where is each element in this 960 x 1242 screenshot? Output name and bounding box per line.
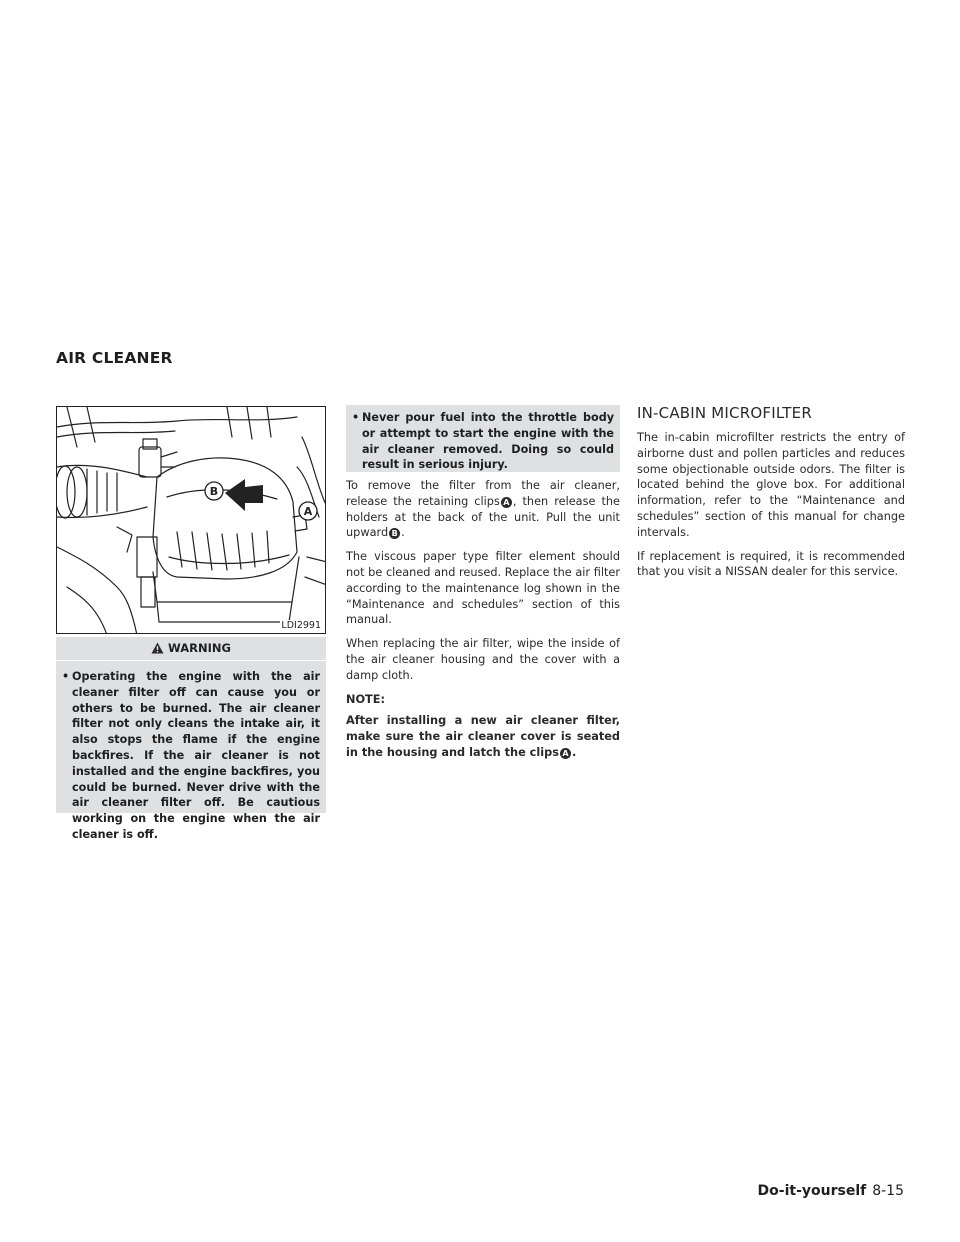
warning-heading-text: WARNING xyxy=(168,641,231,655)
microfilter-section xyxy=(637,404,905,588)
bullet-marker: • xyxy=(352,411,360,424)
note-text: After installing a new air cleaner filter, make sure the air cleaner cover is seated in the housing and latch the clips xyxy=(346,714,620,759)
warning-box xyxy=(56,637,326,841)
warning-bullet-1 xyxy=(56,660,326,843)
callout-a-inline: A xyxy=(501,497,512,508)
callout-a-label: A xyxy=(303,505,313,518)
chapter-name: Do-it-yourself xyxy=(757,1183,867,1199)
microfilter-paragraph-2: If replacement is required, it is recommended that you visit a NISSAN dealer for this service. xyxy=(637,549,905,579)
page-footer xyxy=(758,1183,904,1199)
bullet-marker: • xyxy=(62,670,70,683)
callout-a-inline: A xyxy=(560,748,571,759)
page-number: 8-15 xyxy=(872,1183,904,1199)
callout-b-inline: B xyxy=(389,528,400,539)
warning-triangle-icon xyxy=(151,642,164,654)
note-paragraph xyxy=(346,713,620,760)
microfilter-heading: IN-CABIN MICROFILTER xyxy=(637,404,812,422)
figure-code: LDI2991 xyxy=(281,620,321,631)
note-label: NOTE: xyxy=(346,692,385,706)
microfilter-paragraph-1: The in-cabin microfilter restricts the entry of airborne dust and pollen particles and reduces some objectionable outside odors. The filter is located behind the glove box. For additional information, refer to the “Maintenance and schedules” section of this manual for change intervals. xyxy=(637,431,905,539)
warning-bullet-2-text: Never pour fuel into the throttle body or attempt to start the engine with the air cleaner removed. Doing so could result in serious injury. xyxy=(362,411,614,472)
warning-box-continued xyxy=(346,405,620,472)
air-cleaner-instructions xyxy=(346,478,620,769)
engine-illustration xyxy=(57,407,326,634)
section-title: AIR CLEANER xyxy=(56,349,173,367)
callout-b-label: B xyxy=(209,485,219,498)
removal-paragraph xyxy=(346,478,620,541)
removal-text-1: To remove the filter from the air cleaner, release the retaining clips xyxy=(346,479,620,508)
removal-text-2: , then release the holders at the back of the unit. Pull the unit upward xyxy=(346,494,620,540)
note-end: . xyxy=(571,745,577,759)
air-cleaner-figure xyxy=(56,406,326,634)
warning-heading xyxy=(56,637,326,660)
removal-text-3: . xyxy=(401,526,405,540)
cleaning-paragraph: When replacing the air filter, wipe the inside of the air cleaner housing and the cover with a damp cloth. xyxy=(346,637,620,682)
filter-element-paragraph: The viscous paper type filter element should not be cleaned and reused. Replace the air filter according to the maintenance log shown in the “Maintenance and schedules” section of this manual. xyxy=(346,550,620,627)
warning-bullet-1-text: Operating the engine with the air cleaner filter off can cause you or others to be burned. The air cleaner filter not only cleans the intake air, it also stops the flame if the engine backfires. If the air cleaner is not installed and the engine backfires, you could be burned. Never drive with the air cleaner filter off. Be cautious working on the engine when the air cleaner is off. xyxy=(72,670,320,841)
